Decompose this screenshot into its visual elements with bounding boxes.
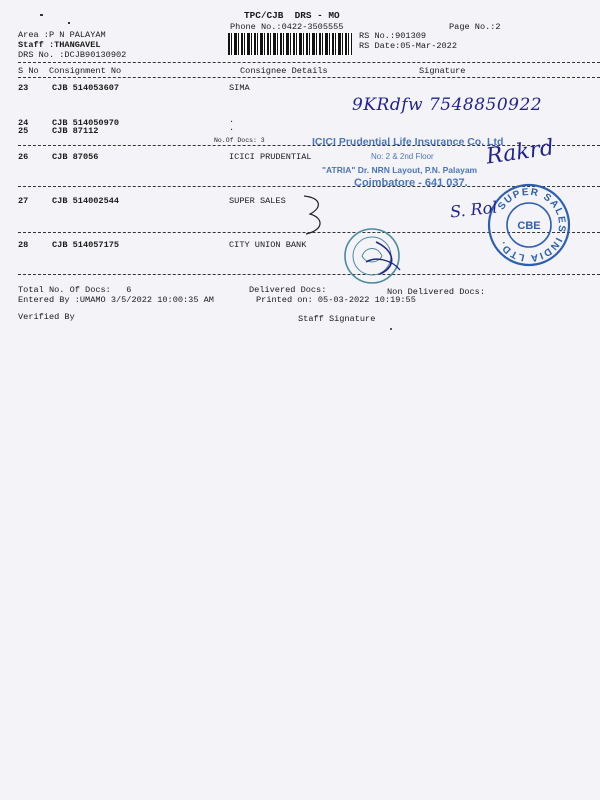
super-sales-ring-text: SUPER SALES INDIA LTD.	[496, 186, 568, 264]
barcode	[228, 33, 352, 55]
row-consignment: CJB 514053607	[52, 83, 120, 93]
total-docs: Total No. Of Docs: 6	[18, 285, 132, 295]
col-header-signature: Signature	[419, 66, 466, 76]
row-consignee: .	[229, 115, 235, 125]
divider	[18, 274, 600, 275]
row-consignment: CJB 514057175	[52, 240, 120, 250]
document-title: TPC/CJB DRS - MO	[244, 10, 340, 21]
phone-number: Phone No.:0422-3505555	[230, 22, 344, 32]
scan-speck	[390, 328, 392, 330]
divider	[18, 77, 600, 78]
row-consignment: CJB 514002544	[52, 196, 120, 206]
super-sales-stamp	[486, 182, 572, 268]
group-doc-count: No.Of Docs: 3	[214, 137, 265, 144]
drs-number: DRS No. :DCJB90130902	[18, 50, 127, 60]
row-consignee: ICICI PRUDENTIAL	[229, 152, 312, 162]
row-consignment: CJB 514050970	[52, 118, 120, 128]
staff-field: Staff :THANGAVEL	[18, 40, 101, 50]
delivered-docs: Delivered Docs:	[249, 285, 327, 295]
scan-speck	[40, 14, 43, 16]
row-sno: 24	[18, 118, 29, 128]
row-sno: 27	[18, 196, 29, 206]
signature-super-sales: S. Rol	[449, 197, 499, 222]
col-header-sno: S No	[18, 66, 39, 76]
page-number: Page No.:2	[449, 22, 501, 32]
icici-stamp-line2: No: 2 & 2nd Floor	[371, 152, 434, 161]
row-sno: 25	[18, 126, 29, 136]
rs-number: RS No.:901309	[359, 31, 427, 41]
row-sno: 26	[18, 152, 29, 162]
printed-on: Printed on: 05-03-2022 10:19:55	[256, 295, 416, 305]
icici-stamp-line1: ICICI Prudential Life Insurance Co. Ltd	[312, 136, 504, 148]
non-delivered-docs: Non Delivered Docs:	[387, 287, 485, 297]
entered-by: Entered By :UMAMO 3/5/2022 10:00:35 AM	[18, 295, 214, 305]
city-union-bank-stamp	[336, 226, 410, 288]
row-consignee: .	[229, 123, 235, 133]
row-consignee: SUPER SALES	[229, 196, 286, 206]
row-consignee: CITY UNION BANK	[229, 240, 307, 250]
row-consignment: CJB 87056	[52, 152, 99, 162]
icici-stamp-line3: "ATRIA" Dr. NRN Layout, P.N. Palayam	[322, 165, 478, 175]
scan-speck	[68, 22, 70, 24]
col-header-consignee: Consignee Details	[240, 66, 328, 76]
area-field: Area :P N PALAYAM	[18, 30, 106, 40]
divider	[18, 62, 600, 63]
handwritten-phone-note: 9KRdfw 7548850922	[352, 95, 543, 115]
col-header-consignment: Consignment No	[49, 66, 122, 76]
staff-signature: Staff Signature	[298, 314, 376, 324]
rs-date: RS Date:05-Mar-2022	[359, 41, 457, 51]
super-sales-center-text: CBE	[517, 220, 541, 232]
signature-icici: Rakrd	[484, 135, 556, 170]
verified-by: Verified By	[18, 312, 75, 322]
row-sno: 28	[18, 240, 29, 250]
row-sno: 23	[18, 83, 29, 93]
row-consignment: CJB 87112	[52, 126, 99, 136]
icici-stamp-line4: Coimbatore - 641 037.	[354, 177, 468, 189]
row-consignee: SIMA	[229, 83, 250, 93]
